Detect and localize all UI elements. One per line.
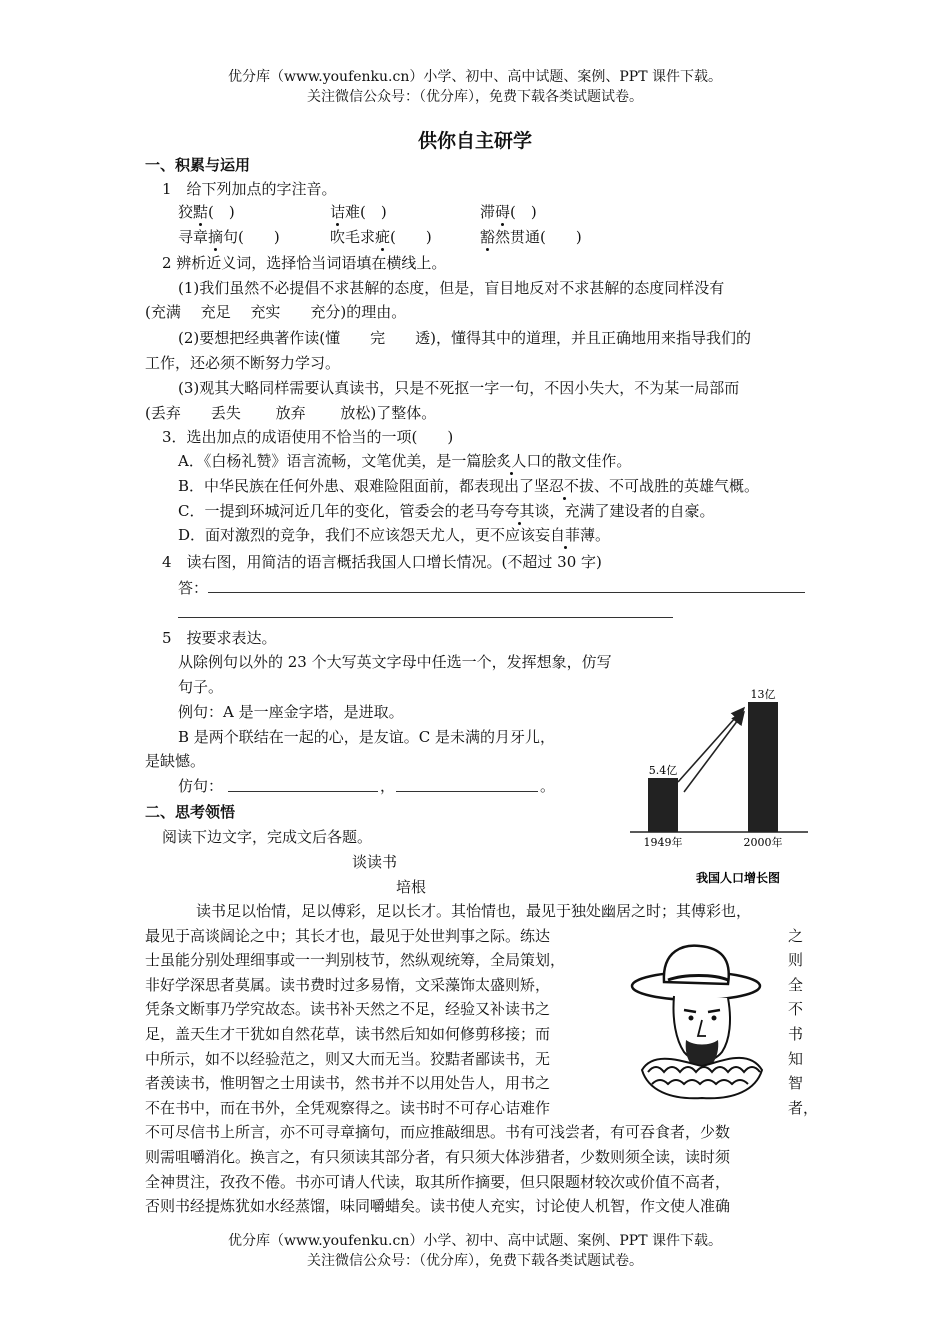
essay-line: 不在书中，而在书外，全凭观察得之。读书时不可存心诘难作 — [145, 1099, 551, 1117]
q1-item-3: 滞碍( ) — [480, 203, 537, 221]
reading-intro: 阅读下边文字，完成文后各题。 — [162, 828, 373, 846]
q2-p3a: (3)观其大略同样需要认真读书，只是不死抠一字一句，不因小失大，不为某一局部而 — [178, 379, 740, 397]
essay-line: 非好学深思者莫属。读书费时过多易惰，文采藻饰太盛则矫， — [145, 976, 551, 994]
q1-item-4: 寻章摘句( ) — [178, 228, 280, 246]
population-chart — [630, 682, 810, 892]
footer-line-2: 关注微信公众号：（优分库），免费下载各类试题试卷。 — [307, 1253, 643, 1269]
q5-example: 例句：A 是一座金字塔，是进取。 — [178, 703, 404, 721]
q4-answer-line-1[interactable] — [208, 592, 805, 593]
q2-p1b: (充满 充足 充实 充分)的理由。 — [145, 303, 407, 321]
essay-line: 中所示，如不以经验范之，则又大而无当。狡黠者鄙读书，无 — [145, 1050, 551, 1068]
growth-arrow — [678, 708, 744, 782]
essay-line-end: 智 — [788, 1074, 804, 1092]
q5-line-5: 是缺憾。 — [145, 752, 206, 770]
q1-item-2: 诘难( ) — [330, 203, 387, 221]
bacon-portrait — [624, 940, 774, 1110]
essay-line-end: 知 — [788, 1050, 804, 1068]
essay-line-end: 者， — [788, 1099, 819, 1117]
essay-line: 否则书经提炼犹如水经蒸馏，味同嚼蜡矣。读书使人充实，讨论使人机智，作文使人准确 — [145, 1197, 731, 1215]
bar-2000年 — [748, 702, 778, 832]
q5-stem: 5 按要求表达。 — [162, 629, 277, 647]
section-2-heading: 二、思考领悟 — [145, 803, 236, 821]
q2-p2a: (2)要想把经典著作读(懂 完 透)，懂得其中的道理，并且正确地用来指导我们的 — [178, 329, 751, 347]
essay-line: 者羡读书，惟明智之士用读书，然书并不以用处告人，用书之 — [145, 1074, 551, 1092]
essay-line-end: 不 — [788, 1000, 804, 1018]
essay-line: 则需咀嚼消化。换言之，有只须读其部分者，有只须大体涉猎者，少数则须全读，读时须 — [145, 1148, 731, 1166]
q5-line-2: 句子。 — [178, 678, 224, 696]
essay-line: 凭条文断事乃学究故态。读书补天然之不足，经验又补读书之 — [145, 1000, 551, 1018]
q5-imitate-period: 。 — [540, 777, 556, 795]
q3-stem: 3．选出加点的成语使用不恰当的一项( ) — [162, 428, 454, 446]
q1-item-6: 豁然贯通( ) — [480, 228, 582, 246]
q1-item-5: 吹毛求疵( ) — [330, 228, 432, 246]
q5-line-1: 从除例句以外的 23 个大写英文字母中任选一个，发挥想象，仿写 — [178, 653, 612, 671]
q5-imitate-blank-2[interactable] — [396, 791, 538, 792]
q2-stem: 2 辨析近义词，选择恰当词语填在横线上。 — [162, 254, 447, 272]
bar-1949年 — [648, 778, 678, 832]
bar-value-label: 13亿 — [750, 688, 776, 701]
q5-imitate-label: 仿句： — [178, 777, 224, 795]
essay-line-end: 书 — [788, 1025, 804, 1043]
q4-answer-line-2[interactable] — [178, 617, 673, 618]
header-line-2: 关注微信公众号：（优分库），免费下载各类试题试卷。 — [307, 89, 643, 105]
essay-title: 谈读书 — [352, 853, 398, 871]
essay-line: 士虽能分别处理细事或一一判别枝节，然纵观统筹，全局策划， — [145, 951, 566, 969]
essay-line: 不可尽信书上所言，亦不可寻章摘句，而应推敲细思。书有可浅尝者，有可吞食者，少数 — [145, 1123, 731, 1141]
q5-line-4: B 是两个联结在一起的心，是友谊。C 是未满的月牙儿， — [178, 728, 556, 746]
category-label: 2000年 — [743, 836, 783, 849]
essay-line: 最见于高谈阔论之中；其长才也，最见于处世判事之际。练达 — [145, 927, 551, 945]
essay-line: 足，盖天生才干犹如自然花草，读书然后知如何修剪移接；而 — [145, 1025, 551, 1043]
q3-option-d: D．面对激烈的竞争，我们不应该怨天尤人，更不应该妄自菲薄。 — [178, 526, 611, 544]
essay-author: 培根 — [396, 878, 427, 896]
q3-option-b: B．中华民族在任何外患、艰难险阻面前，都表现出了坚忍不拔、不可战胜的英雄气概。 — [178, 477, 760, 495]
essay-line-end: 则 — [788, 951, 804, 969]
q1-item-1: 狡黠( ) — [178, 203, 235, 221]
essay-line: 读书足以怡情，足以傅彩，足以长才。其怡情也，最见于独处幽居之时；其傅彩也， — [196, 902, 752, 920]
category-label: 1949年 — [643, 836, 683, 849]
header-line-1: 优分库（www.youfenku.cn）小学、初中、高中试题、案例、PPT 课件下载。 — [227, 69, 722, 85]
q1-stem: 1 给下列加点的字注音。 — [162, 180, 337, 198]
q2-p3b: (丢弃 丢失 放弃 放松)了整体。 — [145, 404, 437, 422]
essay-line: 全神贯注，孜孜不倦。书亦可请人代读，取其所作摘要，但只限题材较次或价值不高者， — [145, 1173, 731, 1191]
q5-imitate-blank-1[interactable] — [228, 791, 378, 792]
growth-arrow-2 — [684, 712, 744, 792]
section-1-heading: 一、积累与运用 — [145, 156, 251, 174]
q5-imitate-comma: ， — [380, 777, 396, 795]
q2-p2b: 工作，还必须不断努力学习。 — [145, 354, 341, 372]
q4-stem: 4 读右图，用简洁的语言概括我国人口增长情况。(不超过 30 字) — [162, 553, 602, 571]
essay-line-end: 之 — [788, 927, 804, 945]
footer-line-1: 优分库（www.youfenku.cn）小学、初中、高中试题、案例、PPT 课件下载。 — [227, 1233, 722, 1249]
bar-value-label: 5.4亿 — [648, 764, 678, 777]
q2-p1a: (1)我们虽然不必提倡不求甚解的态度，但是，盲目地反对不求甚解的态度同样没有 — [178, 279, 725, 297]
q3-option-a: A．《白杨礼赞》语言流畅，文笔优美，是一篇脍炙人口的散文佳作。 — [178, 452, 632, 470]
q3-option-c: C．一提到环城河近几年的变化，管委会的老马夸夸其谈，充满了建设者的自豪。 — [178, 502, 715, 520]
q4-answer-label: 答： — [178, 579, 209, 597]
chart-title: 我国人口增长图 — [695, 871, 781, 885]
essay-line-end: 全 — [788, 976, 804, 994]
page-title: 供你自主研学 — [417, 130, 532, 152]
